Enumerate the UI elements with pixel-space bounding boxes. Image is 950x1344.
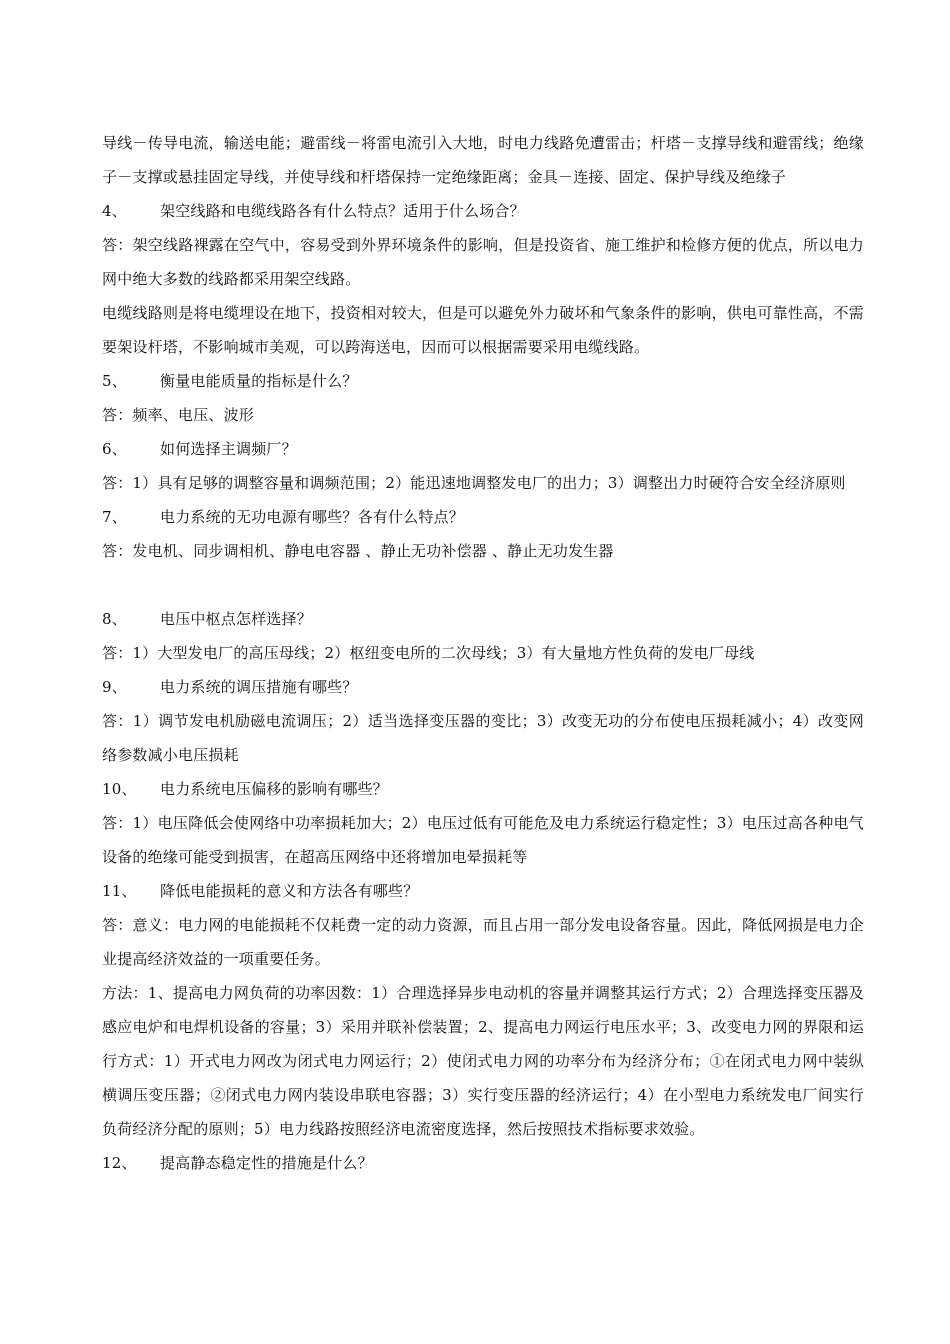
question-heading bbox=[102, 670, 864, 704]
question-number: 12、 bbox=[102, 1154, 137, 1172]
paragraph: 答：1）具有足够的调整容量和调频范围；2）能迅速地调整发电厂的出力；3）调整出力时硬符合安全经济原则 bbox=[102, 474, 846, 492]
question-number: 10、 bbox=[102, 780, 137, 798]
question-text: 电力系统的无功电源有哪些？各有什么特点？ bbox=[160, 508, 465, 526]
question-number: 8、 bbox=[102, 610, 127, 628]
question-number: 7、 bbox=[102, 508, 127, 526]
question-heading bbox=[102, 194, 864, 228]
paragraph: 电缆线路则是将电缆埋设在地下，投资相对较大，但是可以避免外力破坏和气象条件的影响，供电可靠性高，不需要架设杆塔，不影响城市美观，可以跨海送电，因而可以根据需要采用电缆线路。 bbox=[102, 304, 864, 356]
question-heading bbox=[102, 432, 864, 466]
question-heading bbox=[102, 500, 864, 534]
question-number: 6、 bbox=[102, 440, 127, 458]
question-number: 5、 bbox=[102, 372, 127, 390]
question-heading bbox=[102, 364, 864, 398]
question-number: 4、 bbox=[102, 202, 127, 220]
question-text: 架空线路和电缆线路各有什么特点？适用于什么场合？ bbox=[160, 202, 525, 220]
paragraph: 答：架空线路裸露在空气中，容易受到外界环境条件的影响，但是投资省、施工维护和检修方便的优点，所以电力网中绝大多数的线路都采用架空线路。 bbox=[102, 236, 864, 288]
paragraph: 答：发电机、同步调相机、静电电容器 、静止无功补偿器 、静止无功发生器 bbox=[102, 542, 614, 560]
paragraph: 答：1）调节发电机励磁电流调压；2）适当选择变压器的变比；3）改变无功的分布使电压损耗减小；4）改变网络参数减小电压损耗 bbox=[102, 712, 864, 764]
question-number: 9、 bbox=[102, 678, 127, 696]
question-heading bbox=[102, 602, 864, 636]
paragraph: 答：意义：电力网的电能损耗不仅耗费一定的动力资源，而且占用一部分发电设备容量。因此，降低网损是电力企业提高经济效益的一项重要任务。 bbox=[102, 916, 864, 968]
question-text: 电力系统的调压措施有哪些？ bbox=[160, 678, 358, 696]
question-text: 如何选择主调频厂？ bbox=[160, 440, 297, 458]
paragraph: 导线－传导电流，输送电能；避雷线－将雷电流引入大地，时电力线路免遭雷击；杆塔－支撑导线和避雷线；绝缘子－支撑或悬挂固定导线，并使导线和杆塔保持一定绝缘距离；金具－连接、固定、保护导线及绝缘子 bbox=[102, 134, 864, 186]
question-text: 降低电能损耗的意义和方法各有哪些？ bbox=[160, 882, 419, 900]
paragraph: 答：1）大型发电厂的高压母线；2）枢纽变电所的二次母线；3）有大量地方性负荷的发电厂母线 bbox=[102, 644, 755, 662]
question-heading bbox=[102, 772, 864, 806]
question-text: 衡量电能质量的指标是什么？ bbox=[160, 372, 358, 390]
blank-line bbox=[102, 568, 864, 602]
question-text: 电压中枢点怎样选择？ bbox=[160, 610, 313, 628]
question-heading bbox=[102, 1146, 864, 1180]
paragraph: 答：频率、电压、波形 bbox=[102, 406, 255, 424]
question-heading bbox=[102, 874, 864, 908]
question-number: 11、 bbox=[102, 882, 137, 900]
paragraph: 方法：1、提高电力网负荷的功率因数：1）合理选择异步电动机的容量并调整其运行方式；2）合理选择变压器及感应电炉和电焊机设备的容量；3）采用并联补偿装置；2、提高电力网运行电压水平；3、改变电力网的界限和运行方式：1）开式电力网改为闭式电力网运行；2）使闭式电力网的功率分布为经济分布；①在闭式电力网中装纵横调压变压器；②闭式电力网内装设串联电容器；3）实行变压器的经济运行；4）在小型电力系统发电厂间实行负荷经济分配的原则；5）电力线路按照经济电流密度选择，然后按照技术指标要求效验。 bbox=[102, 984, 864, 1138]
question-text: 提高静态稳定性的措施是什么？ bbox=[160, 1154, 373, 1172]
document-page bbox=[102, 126, 864, 1180]
question-text: 电力系统电压偏移的影响有哪些？ bbox=[160, 780, 389, 798]
paragraph: 答：1）电压降低会使网络中功率损耗加大；2）电压过低有可能危及电力系统运行稳定性；3）电压过高各种电气设备的绝缘可能受到损害，在超高压网络中还将增加电晕损耗等 bbox=[102, 814, 864, 866]
